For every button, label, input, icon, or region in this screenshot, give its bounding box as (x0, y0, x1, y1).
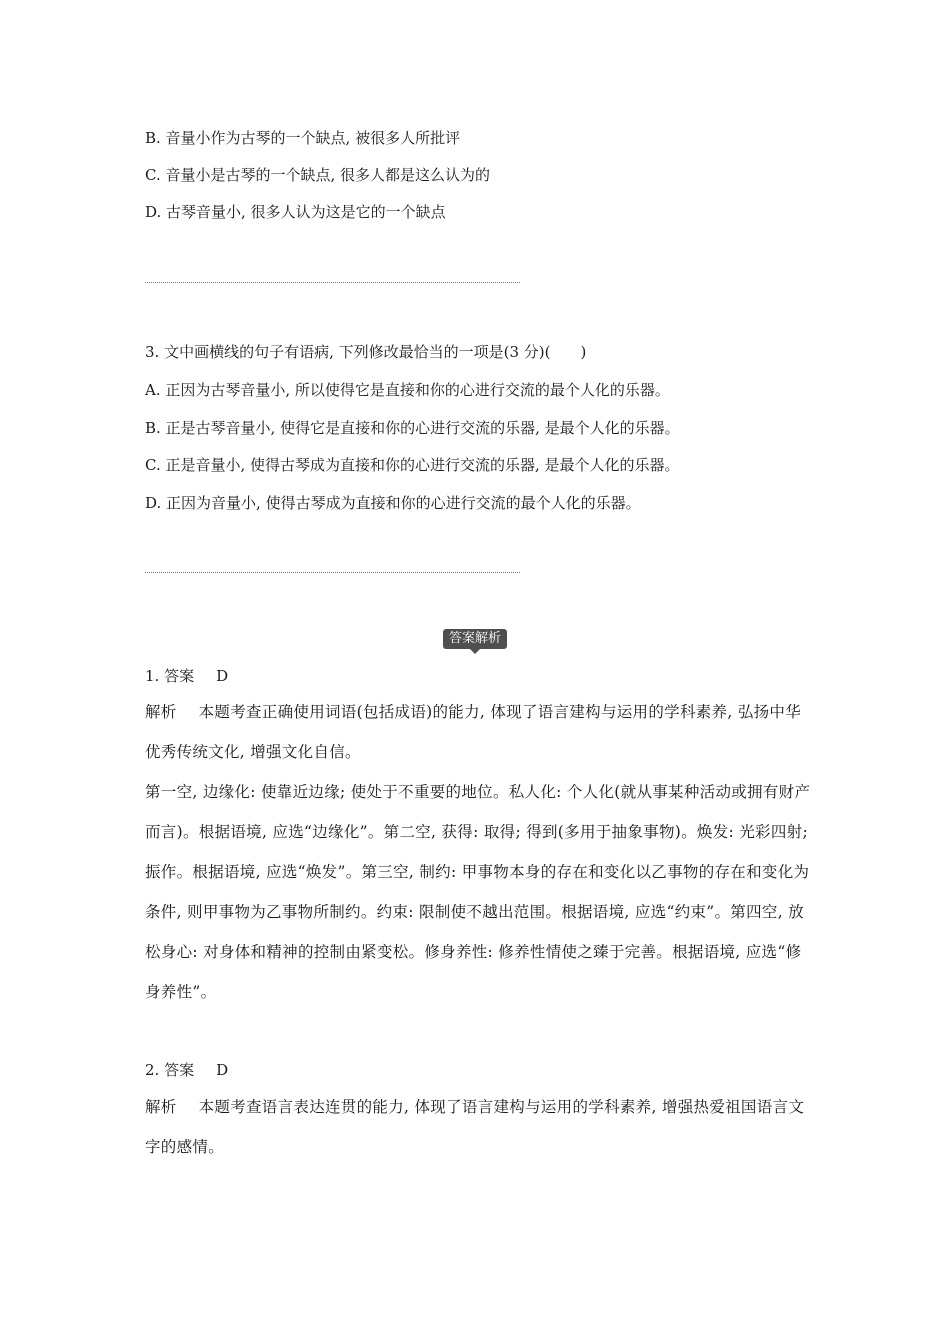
q3-stem: 3. 文中画横线的句子有语病, 下列修改最恰当的一项是(3 分)( ) (145, 343, 587, 361)
explanation-label: 解析 (145, 703, 177, 721)
answer-2 (145, 1060, 228, 1080)
q3-option-b: B. 正是古琴音量小, 使得它是直接和你的心进行交流的乐器, 是最个人化的乐器。 (145, 419, 680, 437)
answer-1-label: 1. 答案 (145, 667, 195, 685)
q2-option-c: C. 音量小是古琴的一个缺点, 很多人都是这么认为的 (145, 166, 491, 184)
answer-1-value: D (216, 667, 229, 685)
q2-option-d: D. 古琴音量小, 很多人认为这是它的一个缺点 (145, 203, 446, 221)
answer-2-value: D (216, 1061, 229, 1079)
explanation-text: 本题考查正确使用词语(包括成语)的能力, 体现了语言建构与运用的学科素养, 弘扬中华优秀传统文化, 增强文化自信。 (145, 703, 802, 761)
answer-1-detail: 第一空, 边缘化: 使靠近边缘; 使处于不重要的地位。私人化: 个人化(就从事某种活动或拥有财产而言)。根据语境, 应选“边缘化”。第二空, 获得: 取得; 得到(多用于抽象事物)。焕发: 光彩四射; 振作。根据语境, 应选“焕发”。第三空, 制约: 甲事物本身的存在和变化以乙事物的存在和变化为条件, 则甲事物为乙事物所制约。约束: 限制使不越出范围。根据语境, 应选“约束”。第四空, 放松身心: 对身体和精神的控制由紧变松。修身养性: 修养性情使之臻于完善。根据语境, 应选“修身养性”。 (145, 783, 811, 1001)
answer-section-badge: 答案解析 (443, 629, 507, 649)
explanation-text: 本题考查语言表达连贯的能力, 体现了语言建构与运用的学科素养, 增强热爱祖国语言文字的感情。 (145, 1098, 805, 1156)
explanation-label: 解析 (145, 1098, 177, 1116)
q3-option-a: A. 正因为古琴音量小, 所以使得它是直接和你的心进行交流的最个人化的乐器。 (145, 381, 670, 399)
answer-2-label: 2. 答案 (145, 1061, 195, 1079)
q2-option-b: B. 音量小作为古琴的一个缺点, 被很多人所批评 (145, 129, 461, 147)
answer-1-explanation (145, 692, 815, 772)
answer-2-explanation (145, 1087, 815, 1167)
answer-1 (145, 666, 228, 686)
q3-option-d: D. 正因为音量小, 使得古琴成为直接和你的心进行交流的最个人化的乐器。 (145, 494, 641, 512)
q3-option-c: C. 正是音量小, 使得古琴成为直接和你的心进行交流的乐器, 是最个人化的乐器。 (145, 456, 680, 474)
divider (145, 572, 520, 573)
divider (145, 282, 520, 283)
